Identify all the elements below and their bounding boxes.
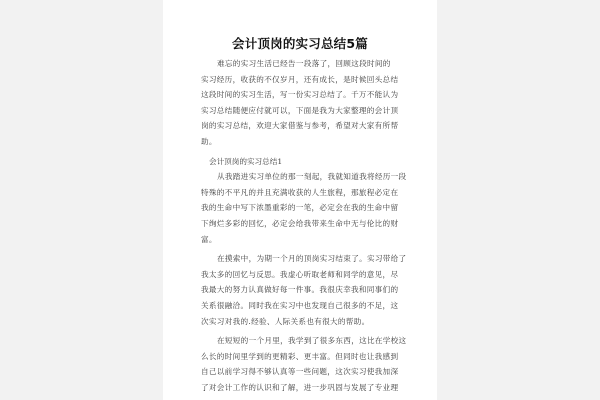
text-line: 富。 (201, 234, 217, 244)
text-line: 我的生命中写下浓墨重彩的一笔，必定会在我的生命中留 (201, 203, 399, 213)
intro-paragraph (201, 56, 401, 150)
text-line: 特殊的不平凡的并且充满收获的人生旅程，那旅程必定在 (201, 187, 399, 197)
text-line: 难忘的实习生活已经告一段落了，回顾这段时间的 (217, 59, 391, 68)
document-page (163, 0, 437, 400)
text-line: 在摸索中，为期一个月的顶岗实习结束了。实习带给了 (217, 254, 407, 264)
text-line: 了对会计工作的认识和了解，进一步巩固与发展了专业理 (201, 382, 399, 392)
text-line: 在短短的一个月里，我学到了很多东西，这比在学校这 (217, 336, 407, 346)
text-line: 自己以前学习得不够认真等一些问题，这次实习使我加深 (201, 367, 399, 377)
text-line: 助。 (201, 136, 217, 146)
text-line: 实习总结随便应付就可以，下面是我为大家整理的会计顶 (201, 105, 399, 115)
text-line: 岗的实习总结，欢迎大家借鉴与参考，希望对大家有所帮 (201, 121, 399, 131)
text-line: 下绚烂多彩的回忆，必定会给我带来生命中无与伦比的财 (201, 218, 399, 228)
text-line: 次实习对我的.经验、人际关系也有很大的帮助。 (201, 316, 370, 326)
text-line: 实习经历，收获的不仅岁月，还有成长，是时候回头总结 (201, 74, 399, 84)
document-title: 会计顶岗的实习总结5篇 (232, 36, 368, 51)
document-body (201, 56, 407, 395)
text-line: 么长的时间里学到的更精彩、更丰富。但同时也让我感到 (201, 351, 399, 361)
paragraph-2 (201, 251, 407, 329)
paragraph-1 (201, 169, 407, 247)
text-line: 关系很融洽。同时我在实习中也发现自己很多的不足，这 (201, 300, 399, 310)
text-line: 从我踏进实习单位的那一刻起，我就知道我将经历一段 (217, 172, 407, 182)
paragraph-3 (201, 333, 407, 395)
section-heading: 会计顶岗的实习总结1 (209, 156, 283, 166)
text-line: 我太多的回忆与反思。我虚心听取老师和同学的意见，尽 (201, 269, 399, 279)
text-line: 我最大的努力认真做好每一件事。我很庆幸我和同事们的 (201, 285, 399, 295)
text-line: 这段时间的实习生活，写一份实习总结了。千万不能认为 (201, 90, 399, 100)
